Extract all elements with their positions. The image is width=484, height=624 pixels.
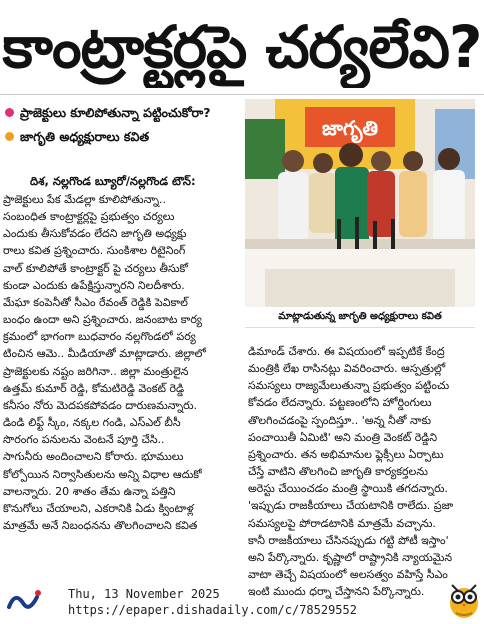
photo-caption: మాట్లాడుతున్న జాగృతి అధ్యక్షురాలు కవిత xyxy=(245,307,475,328)
subheadlines xyxy=(4,101,244,149)
text-line: 'ఇప్పుడు రాజకీయాలు చేయటానికి రాలేదు. ప్రజా xyxy=(248,499,454,513)
text-line: బంధం ఉందా అని ప్రశ్నించారు. జనంబాట కార్య xyxy=(3,313,202,327)
article-column-1 xyxy=(3,191,240,534)
text-line: సమస్యలు రాజ్యమేలుతున్నా ప్రభుత్వం పట్టించు xyxy=(248,379,450,393)
text-line: వాల్ కూలిపోతే కాంట్రాక్టర్ పై చర్యలు తీసుకో xyxy=(3,261,189,275)
publication-date: Thu, 13 November 2025 xyxy=(68,587,220,601)
text-line: అరెస్టు చేయించడం మంత్రి స్థాయికి తగదన్నారు. xyxy=(248,482,448,496)
text-line: మాత్రమే అనే నిబంధనను తొలగించాలని కవిత xyxy=(3,518,198,532)
headline-divider xyxy=(0,94,484,95)
text-line: పంచాయితీ ఏమిటి' అని మంత్రి వెంకట్ రెడ్డిని xyxy=(248,430,438,444)
article-column-2 xyxy=(248,343,475,600)
news-photo xyxy=(245,99,475,307)
text-line: టించిన ఆమె.. మీడియాతో మాట్లాడారు. జిల్లాలో xyxy=(3,347,206,361)
epaper-link[interactable]: https://epaper.dishadaily.com/c/78529552 xyxy=(68,603,357,617)
text-line: సాగునీరు అందించాలని కోరారు. భూములు xyxy=(3,450,184,464)
text-line: కుండా ఎందుకు ఉపేక్షిస్తున్నారని నిలదీశారు. xyxy=(3,278,185,292)
text-line: సమస్యలపై పోరాడటానికి మాత్రమే వచ్చాను. xyxy=(248,516,436,530)
text-line: సంబంధిత కాంట్రాక్టర్లపై ప్రభుత్వం చర్యలు xyxy=(3,210,175,224)
text-line: డిండి లిఫ్ట్ స్కీం, నక్కల గండి, ఎస్ఎల్ బీసీ xyxy=(3,416,181,430)
bullet-icon xyxy=(5,132,14,141)
text-line: వాటా తెచ్చే విషయంలో అలసత్వం వహిస్తే సీఎం xyxy=(248,568,448,582)
text-line: ప్రాజెక్టులకు నష్టం జరిగినా.. జిల్లా మంత్రులైన xyxy=(3,364,189,378)
text-line: కోల్పోయిన నిర్వాసితులను అన్ని విధాల ఆదుకో xyxy=(3,467,202,481)
owl-mascot-icon xyxy=(448,581,480,623)
text-line: క్రమంలో భాగంగా బుధవారం నల్లగొండలో పర్య xyxy=(3,330,196,344)
text-line: ఎందుకు తీసుకోవడం లేదని జాగృతి అధ్యక్షు xyxy=(3,227,187,241)
text-line: ప్రాజెక్టులు పేక మేడల్లా కూలిపోతున్నా.. xyxy=(3,193,167,206)
photo-banner-text: జాగృతి xyxy=(321,116,379,140)
bullet-icon xyxy=(5,108,14,117)
subheadline-1 xyxy=(4,101,244,125)
text-line: మంత్రికి లేఖ రాసినట్లు వివరించారు. ఆస్పత్రుల్లో xyxy=(248,362,446,376)
logo-text xyxy=(5,587,6,588)
text-line: డిమాండ్ చేశారు. ఈ విషయంలో ఇప్పటికే కేంద్ర xyxy=(248,345,445,358)
text-line: సొరంగం పనులను వెంటనే పూర్తి చేసి.. xyxy=(3,433,165,447)
text-line: మేఘా కంపెనీతో సీఎం రేవంత్ రెడ్డికి పెవికాల్ xyxy=(3,295,188,309)
text-line: కోవడం లేదన్నారు. పట్టణంలోని హోర్డింగులు xyxy=(248,396,432,410)
text-line: కొనుగోలు చేయాలని, ఎకరానికి ఏడు క్వింటాళ్ల xyxy=(3,501,194,515)
text-line: తొలగించడంపై స్పందిస్తూ.. 'అన్న నీతో నాకు xyxy=(248,413,432,427)
text-line: కానీ రాజకీయాలు చేసినప్పుడు గట్టి పోటీ ఇస్తాం' xyxy=(248,533,449,547)
headline: కాంట్రాక్టర్లపై చర్యలేవి? xyxy=(2,13,482,81)
subheadline-2 xyxy=(4,125,244,149)
footer xyxy=(0,575,484,624)
subheadline-1-text: ప్రాజెక్టులు కూలిపోతున్నా పట్టించుకోరా? xyxy=(20,105,211,120)
text-line: అని పేర్కొన్నారు. కృష్ణాలో రాష్ట్రానికి న్యాయమైన xyxy=(248,550,453,564)
text-line: ఇంటి ముందు ధర్నా చేస్తానని పేర్కొన్నారు. xyxy=(248,585,425,599)
disha-logo-icon xyxy=(5,587,45,615)
subheadline-2-text: జాగృతి అధ్యక్షురాలు కవిత xyxy=(20,129,150,144)
text-line: ఉత్తమ్ కుమార్ రెడ్డి, కోమటిరెడ్డి వెంకట్ రెడ్డి xyxy=(3,381,185,395)
text-line: ప్రశ్నించారు. తన అభిమానుల ఫ్లెక్సీలు ఏర్పాటు xyxy=(248,447,444,461)
text-line: చేస్తే వాటిని తొలగించి జాగృతి కార్యకర్తలను xyxy=(248,465,428,479)
text-line: కనీసం నోరు మెదపకపోవడం దారుణమన్నారు. xyxy=(3,398,197,412)
dateline: దిశ, నల్లగొండ బ్యూరో/నల్లగొండ టౌన్: xyxy=(30,174,196,188)
text-line: వాలన్నారు. 20 శాతం తేమ ఉన్నా పత్తిని xyxy=(3,484,176,498)
text-line: రాలు కవిత ప్రశ్నించారు. సుంకిశాల రిటైనింగ్ xyxy=(3,244,186,258)
